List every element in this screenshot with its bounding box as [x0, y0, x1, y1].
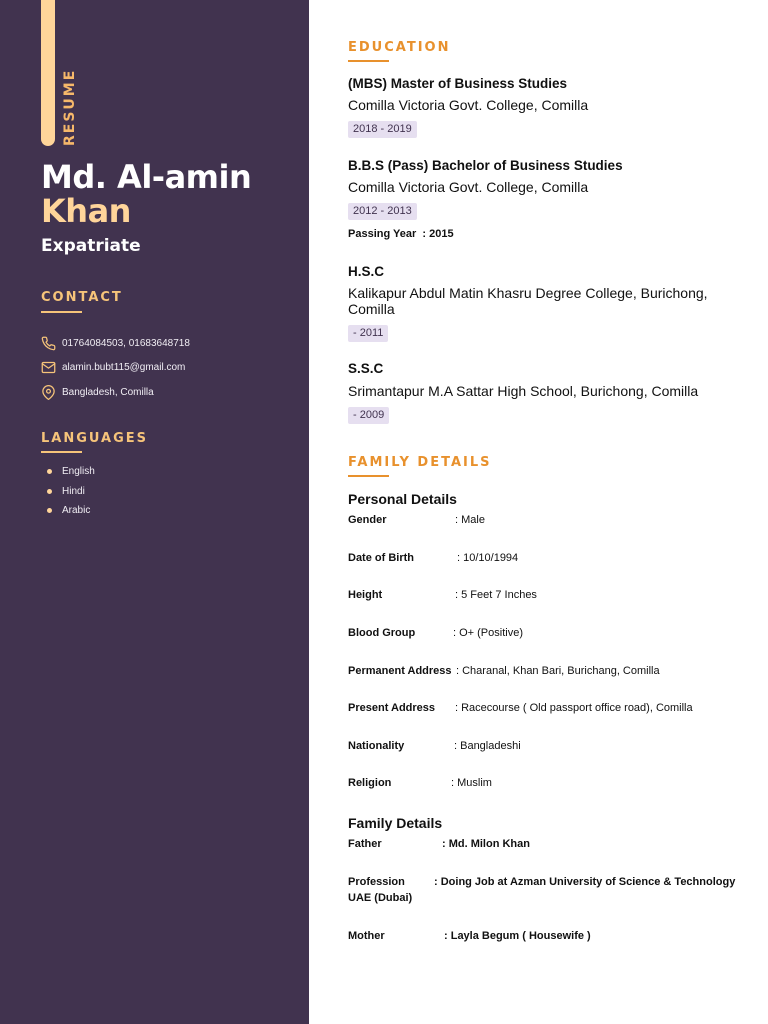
detail-label: Permanent Address — [348, 665, 452, 677]
bullet-icon — [47, 508, 52, 513]
detail-value: : Doing Job at Azman University of Science & Technology — [434, 876, 736, 888]
detail-value: : Muslim — [451, 777, 492, 789]
detail-value: : Md. Milon Khan — [442, 838, 530, 850]
language-item — [47, 505, 90, 516]
detail-label: Father — [348, 838, 382, 850]
email-icon — [41, 360, 56, 375]
accent-bar — [41, 0, 55, 146]
language-label: English — [62, 466, 95, 477]
institution-name: Srimantapur M.A Sattar High School, Burichong, Comilla — [348, 383, 699, 399]
profession-continued: UAE (Dubai) — [348, 892, 413, 904]
job-title: Expatriate — [41, 236, 141, 256]
bullet-icon — [47, 489, 52, 494]
degree-title: H.S.C — [348, 264, 385, 279]
detail-value: : Charanal, Khan Bari, Burichang, Comilla — [456, 665, 660, 677]
detail-value: : O+ (Positive) — [453, 627, 523, 639]
detail-row-height — [348, 589, 537, 601]
family-row-mother — [348, 930, 591, 942]
degree-title: (MBS) Master of Business Studies — [348, 76, 568, 91]
contact-phone-text: 01764084503, 01683648718 — [62, 338, 190, 349]
detail-value: : Bangladeshi — [454, 740, 521, 752]
detail-label: Date of Birth — [348, 552, 414, 564]
detail-label: Gender — [348, 514, 387, 526]
detail-row-nationality — [348, 740, 521, 752]
detail-row-religion — [348, 777, 492, 789]
detail-row-permanent-address — [348, 665, 660, 677]
institution-name: Comilla Victoria Govt. College, Comilla — [348, 179, 589, 195]
family-heading: FAMILY DETAILS — [348, 455, 492, 470]
detail-value: : 10/10/1994 — [457, 552, 519, 564]
location-icon — [41, 385, 56, 400]
institution-name: Kalikapur Abdul Matin Khasru Degree College, Burichong, Comilla — [348, 285, 708, 317]
bullet-icon — [47, 469, 52, 474]
passing-year: Passing Year : 2015 — [348, 228, 454, 240]
family-details-heading: Family Details — [348, 815, 443, 831]
detail-row-dob — [348, 552, 519, 564]
family-row-father — [348, 838, 530, 850]
contact-heading: CONTACT — [41, 290, 123, 305]
degree-title: S.S.C — [348, 361, 384, 376]
year-badge: - 2009 — [348, 407, 389, 424]
detail-row-blood-group — [348, 627, 523, 639]
detail-value: : Layla Begum ( Housewife ) — [444, 930, 591, 942]
detail-label: Height — [348, 589, 383, 601]
detail-label: Profession — [348, 876, 405, 888]
language-label: Arabic — [62, 505, 91, 516]
last-name: Khan — [41, 192, 131, 230]
contact-location-text: Bangladesh, Comilla — [62, 387, 154, 398]
phone-icon — [41, 336, 56, 351]
detail-label: Present Address — [348, 702, 436, 714]
contact-email-text: alamin.bubt115@gmail.com — [62, 362, 186, 373]
year-badge: 2018 - 2019 — [348, 121, 417, 138]
language-label: Hindi — [62, 486, 85, 497]
detail-label: Blood Group — [348, 627, 416, 639]
year-badge: 2012 - 2013 — [348, 203, 417, 220]
detail-value: : Racecourse ( Old passport office road), Comilla — [455, 702, 693, 714]
education-underline — [348, 60, 389, 62]
candidate-name — [41, 160, 251, 228]
detail-label: Mother — [348, 930, 385, 942]
detail-row-present-address — [348, 702, 693, 714]
language-item — [47, 466, 95, 477]
detail-label: Nationality — [348, 740, 405, 752]
degree-title: B.B.S (Pass) Bachelor of Business Studies — [348, 158, 623, 173]
personal-details-heading: Personal Details — [348, 491, 457, 507]
year-badge: - 2011 — [348, 325, 388, 342]
contact-location — [41, 385, 154, 400]
sidebar — [0, 0, 309, 1024]
contact-email — [41, 360, 185, 375]
family-underline — [348, 475, 389, 477]
institution-name: Comilla Victoria Govt. College, Comilla — [348, 97, 589, 113]
detail-value: : 5 Feet 7 Inches — [455, 589, 537, 601]
detail-label: Religion — [348, 777, 392, 789]
contact-phone — [41, 336, 190, 351]
language-item — [47, 486, 85, 497]
family-row-profession — [348, 876, 736, 888]
resume-label: RESUME — [62, 68, 78, 146]
languages-underline — [41, 451, 82, 453]
languages-heading: LANGUAGES — [41, 431, 149, 446]
first-name: Md. Al-amin — [41, 158, 252, 196]
detail-row-gender — [348, 514, 485, 526]
contact-underline — [41, 311, 82, 313]
education-heading: EDUCATION — [348, 40, 451, 55]
detail-value: : Male — [455, 514, 485, 526]
